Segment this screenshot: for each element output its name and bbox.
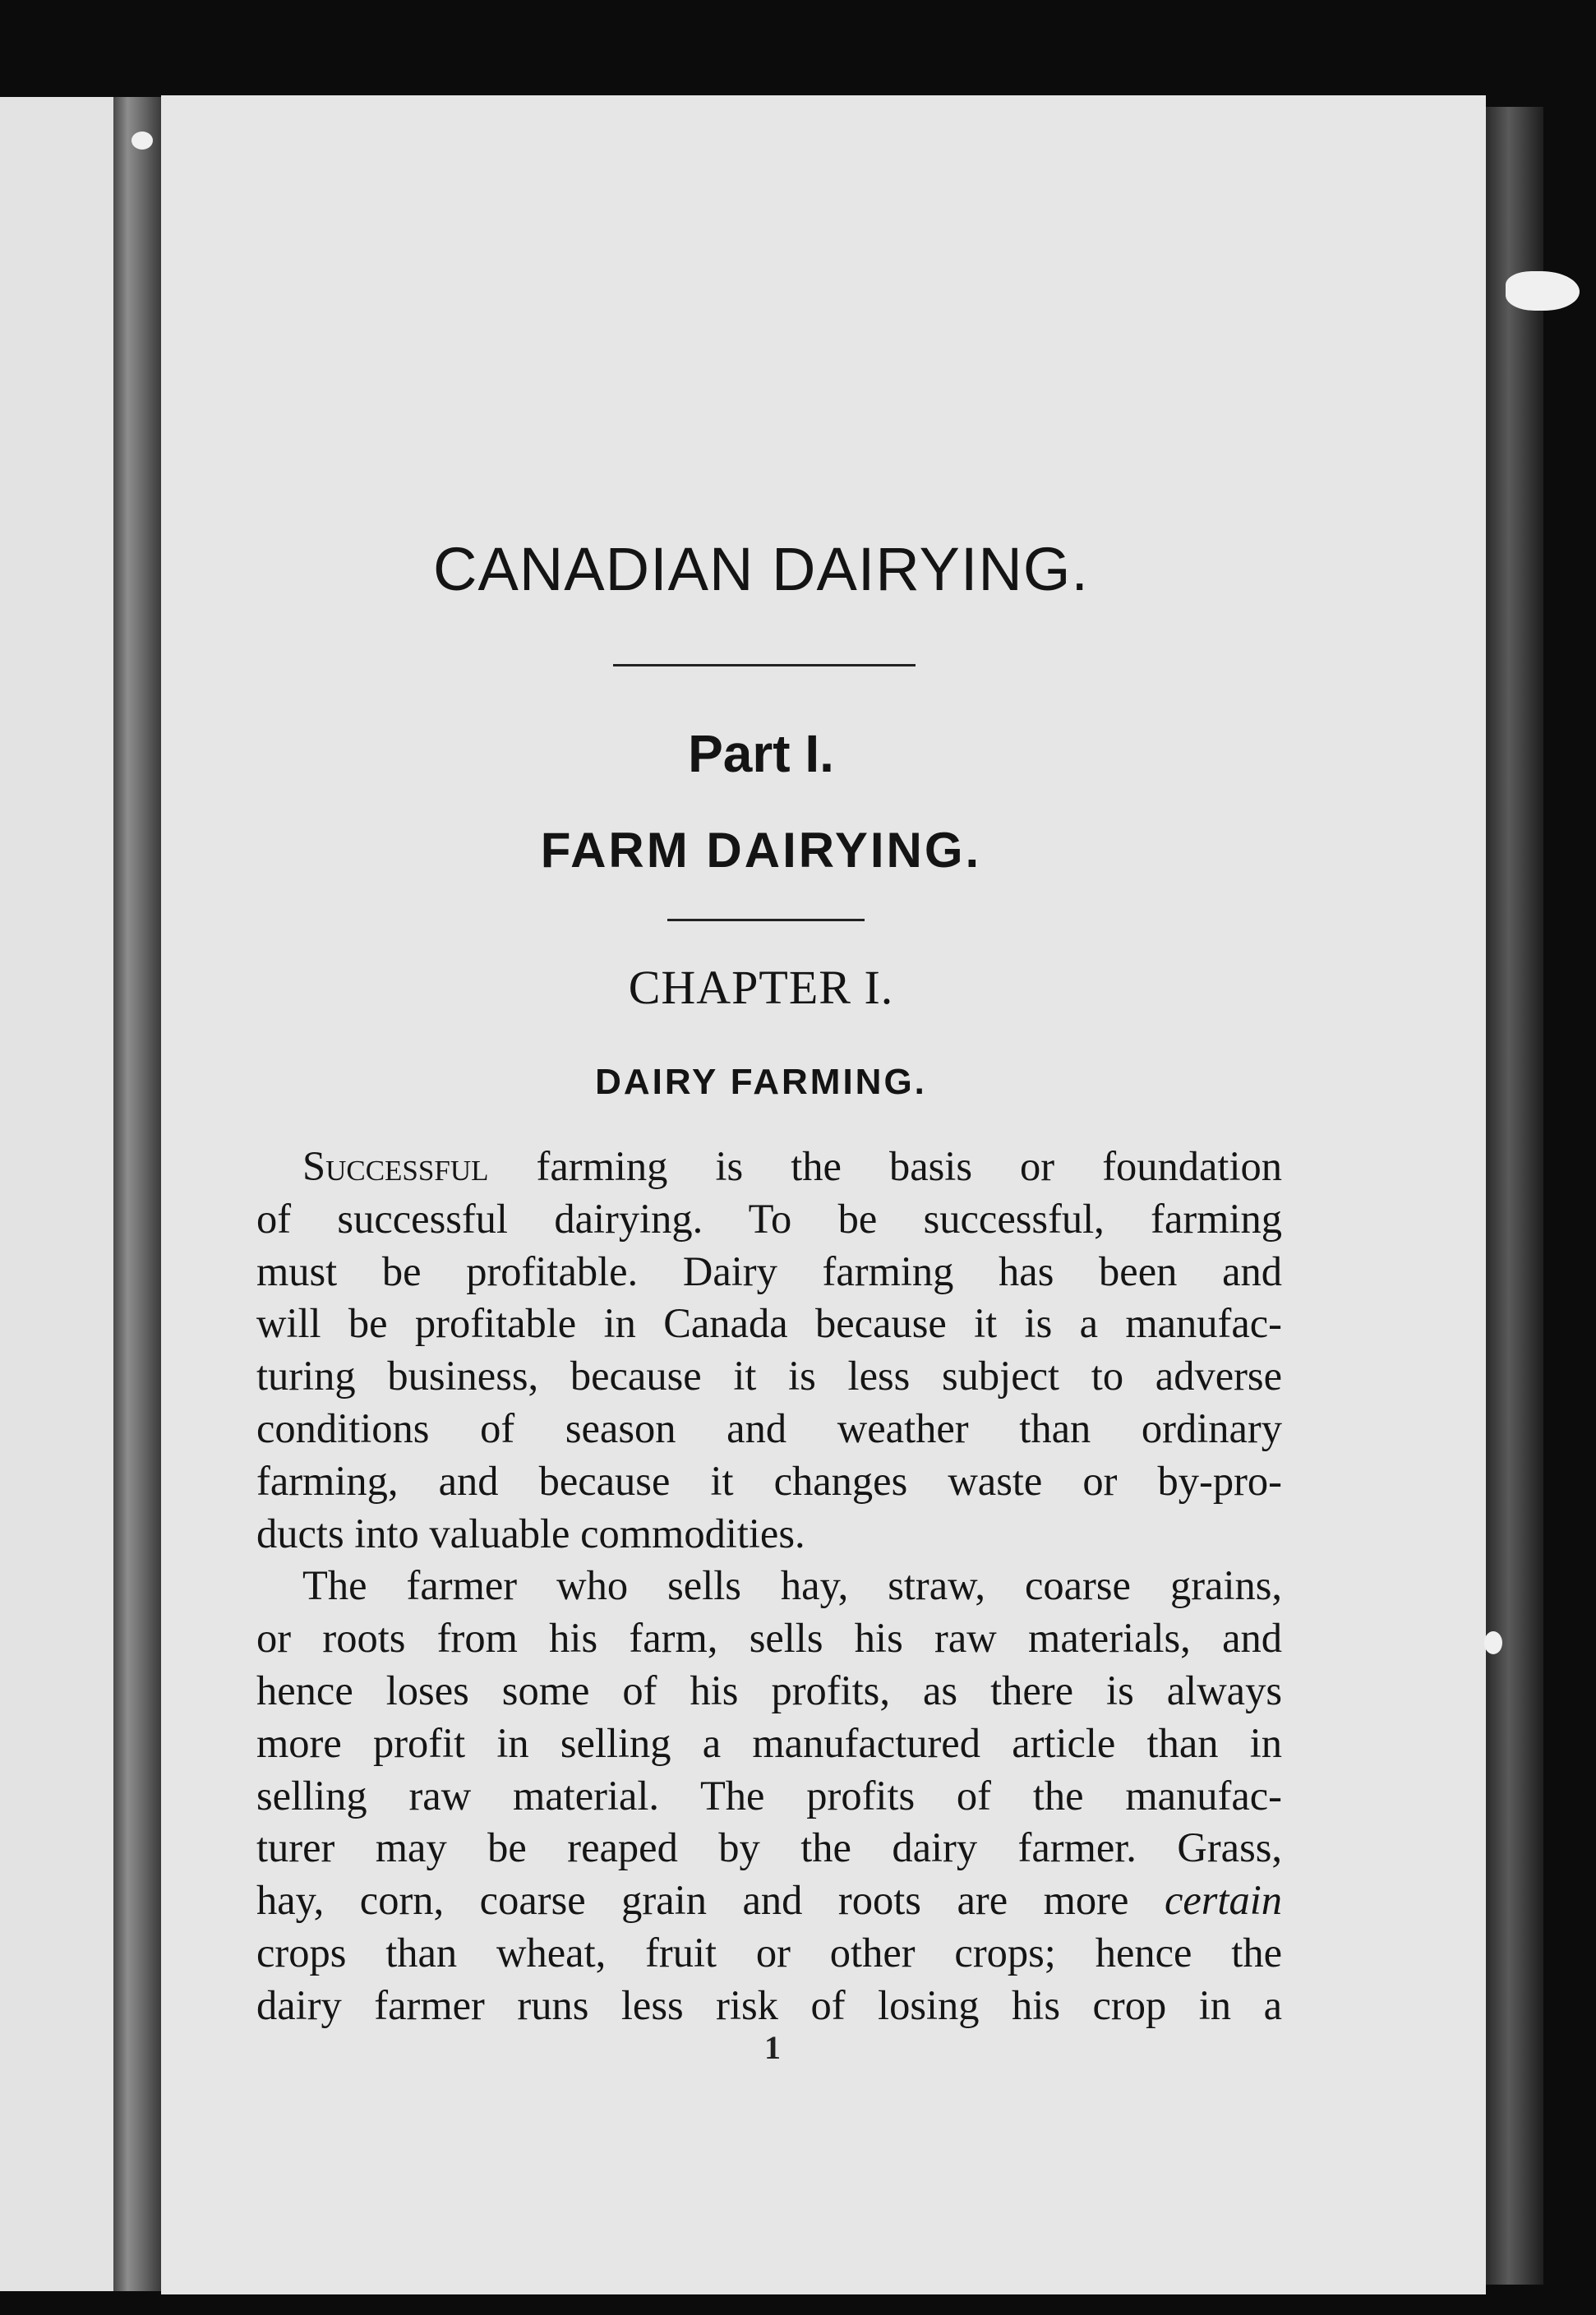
page-number: 1 [764, 2029, 781, 2066]
body-text [256, 1141, 1282, 2032]
book-title: CANADIAN DAIRYING. [433, 535, 1089, 603]
text-line: dairy farmer runs less risk of losing his crop in a [256, 1981, 1282, 2028]
text-line: Successful farming is the basis or foundation [302, 1143, 1282, 1189]
divider-rule [667, 919, 865, 921]
text-line: crops than wheat, fruit or other crops; hence the [256, 1929, 1282, 1976]
paper-tab [131, 131, 153, 150]
text-line: will be profitable in Canada because it is a manufac- [256, 1300, 1282, 1347]
text-line: ducts into valuable commodities. [256, 1510, 805, 1556]
emphasis: certain [1164, 1877, 1282, 1924]
divider-rule [613, 664, 916, 666]
binding-shadow [113, 97, 161, 2291]
text-line: must be profitable. Dairy farming has been and [256, 1247, 1282, 1294]
part-heading: Part I. [688, 724, 834, 783]
text-line: or roots from his farm, sells his raw materials, and [256, 1615, 1282, 1662]
text-line: conditions of season and weather than ordinary [256, 1404, 1282, 1451]
part-title: FARM DAIRYING. [540, 823, 982, 878]
text-line: turing business, because it is less subject to adverse [256, 1353, 1282, 1400]
text-line: hence loses some of his profits, as there is always [256, 1667, 1282, 1713]
text-line: The farmer who sells hay, straw, coarse grains, [302, 1562, 1282, 1609]
text-line: farming, and because it changes waste or by-pro- [256, 1457, 1282, 1504]
lead-word: Successful [302, 1143, 489, 1189]
text-line: of successful dairying. To be successful, farming [256, 1195, 1282, 1242]
facing-page-edge [0, 97, 113, 2291]
paper-tab [1484, 1631, 1502, 1654]
text-line: turer may be reaped by the dairy farmer. Grass, [256, 1824, 1282, 1871]
chapter-title: DAIRY FARMING. [595, 1062, 927, 1102]
paper-tab [1506, 271, 1580, 311]
text-line: selling raw material. The profits of the manufac- [256, 1772, 1282, 1819]
text-line: hay, corn, coarse grain and roots are more certain [256, 1877, 1282, 1924]
page-edge-shadow [1486, 107, 1543, 2285]
text-line: more profit in selling a manufactured article than in [256, 1719, 1282, 1766]
chapter-heading: CHAPTER I. [628, 961, 894, 1014]
